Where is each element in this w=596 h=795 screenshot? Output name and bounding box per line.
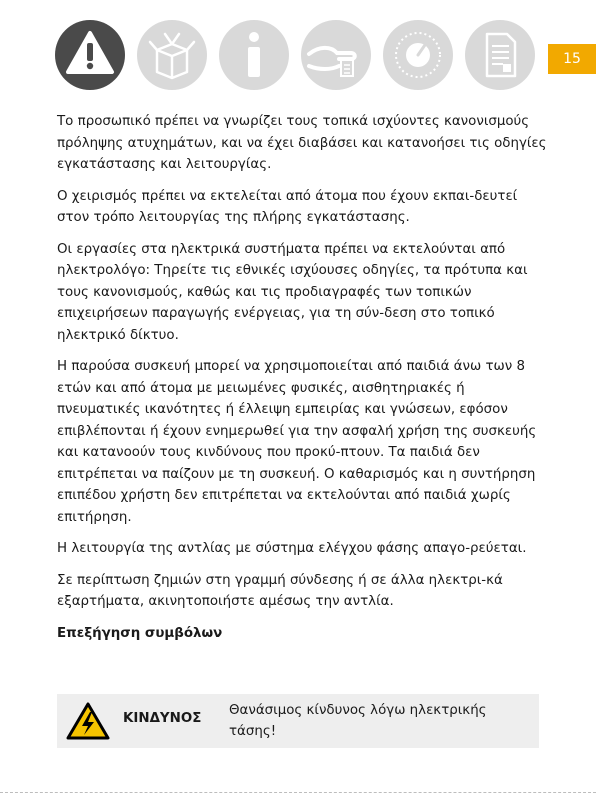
paragraph-electrical-work: Οι εργασίες στα ηλεκτρικά συστήματα πρέπει να εκτελούνται από ηλεκτρολόγο: Τηρείτε τις εθνικές ισχύουσες οδηγίες, τα πρότυπα και τους κανονισμούς, καθώς και τις προδιαγραφές των τοπικών επιχειρήσεων παραγωγής ενέργειας, για τη σύν-δεση στο τοπικό ηλεκτρικό δίκτυο.	[57, 241, 528, 343]
danger-legend-row	[57, 694, 539, 748]
document-icon[interactable]	[465, 20, 535, 90]
info-icon[interactable]	[219, 20, 289, 90]
paragraph-accident-prevention: Το προσωπικό πρέπει να γνωρίζει τους τοπικά ισχύοντες κανονισμούς πρόληψης ατυχημάτων, και να έχει διαβάσει και κατανοήσει τις οδηγίες εγκατάστασης και λειτουργίας.	[57, 114, 547, 172]
package-box-icon[interactable]	[137, 20, 207, 90]
manual-hand-icon[interactable]	[301, 20, 371, 90]
control-dial-icon[interactable]	[383, 20, 453, 90]
danger-label: ΚΙΝΔΥΝΟΣ	[123, 711, 202, 726]
safety-text-body	[57, 111, 549, 654]
paragraph-operation-training: Ο χειρισμός πρέπει να εκτελείται από άτομα που έχουν εκπαι-δευτεί στον τρόπο λειτουργίας της πλήρης εγκατάστασης.	[57, 188, 518, 225]
warning-icon[interactable]	[55, 20, 125, 90]
paragraph-children-usage: Η παρούσα συσκευή μπορεί να χρησιμοποιείται από παιδιά άνω των 8 ετών και από άτομα με μειωμένες φυσικές, αισθητηριακές ή πνευματικές ικανότητες ή έλλειψη εμπειρίας και γνώσεων, εφόσον επιβλέπονται ή έχουν ενημερωθεί για την ασφαλή χρήση της συσκευής και κατανοούν τους κινδύνους που προκύ-πτουν. Τα παιδιά δεν επιτρέπεται να παίζουν με τη συσκευή. Ο καθαρισμός και η συντήρηση επιπέδου χρήστη δεν επιτρέπεται να εκτελούνται από παιδιά χωρίς επιτήρηση.	[57, 359, 537, 525]
page-footer-line	[0, 792, 596, 793]
electric-hazard-icon	[65, 701, 111, 741]
page-number-badge: 15	[548, 44, 596, 74]
symbols-heading: Επεξήγηση συμβόλων	[57, 625, 223, 641]
paragraph-phase-control: Η λειτουργία της αντλίας με σύστημα ελέγχου φάσης απαγο-ρεύεται.	[57, 541, 527, 556]
paragraph-damage-shutdown: Σε περίπτωση ζημιών στη γραμμή σύνδεσης ή σε άλλα ηλεκτρι-κά εξαρτήματα, ακινητοποιήστε αμέσως την αντλία.	[57, 572, 503, 609]
danger-description: Θανάσιμος κίνδυνος λόγω ηλεκτρικής τάσης!	[229, 703, 487, 739]
